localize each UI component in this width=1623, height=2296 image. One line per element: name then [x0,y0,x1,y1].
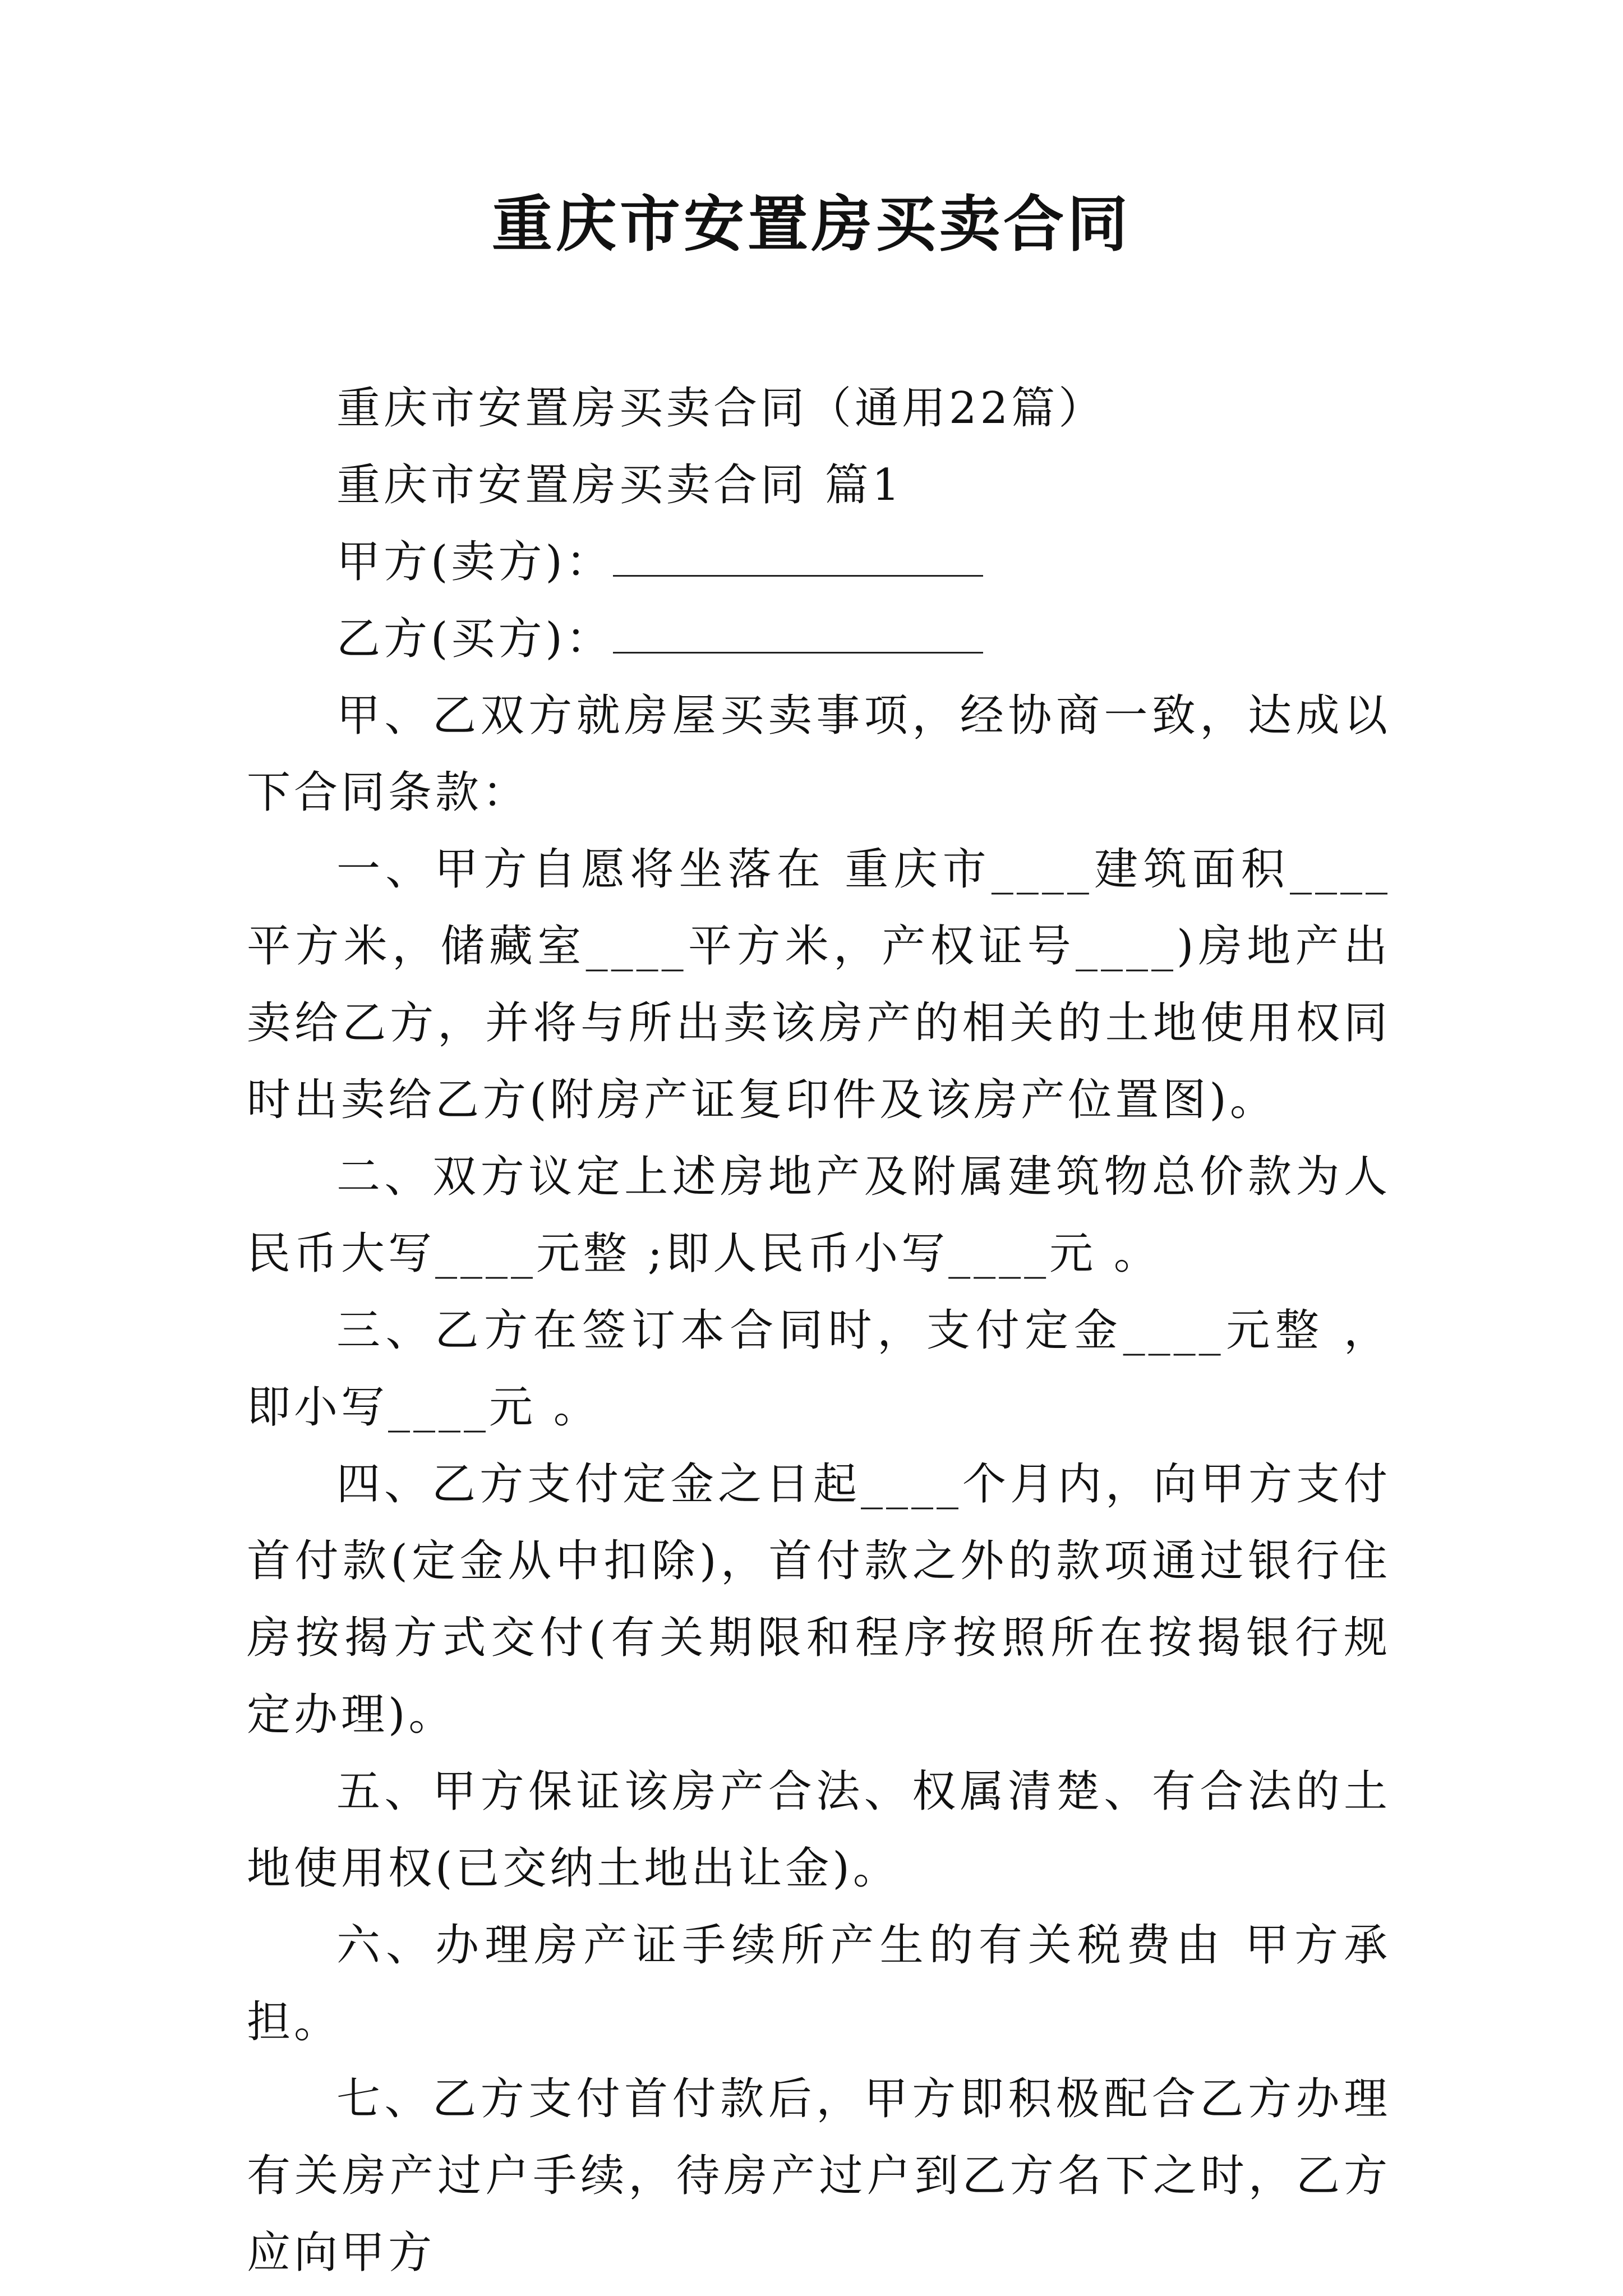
party-a-label: 甲方(卖方)： [336,537,613,587]
paragraph: 二、双方议定上述房地产及附属建筑物总价款为人民币大写____元整 ;即人民币小写____元 。 [247,1152,1391,1279]
section-heading: 重庆市安置房买卖合同 篇1 [336,460,903,510]
paragraph: 七、乙方支付首付款后，甲方即积极配合乙方办理有关房产过户手续，待房产过户到乙方名下之时，乙方应向甲方 [247,2074,1391,2278]
paragraph: 三、乙方在签订本合同时，支付定金____元整 ，即小写____元 。 [247,1305,1391,1433]
document-title: 重庆市安置房买卖合同 [491,189,1131,260]
paragraph: 甲、乙双方就房屋买卖事项，经协商一致，达成以下合同条款： [247,691,1391,818]
party-b-line [247,601,1391,678]
party-a-blank [613,541,983,577]
paragraph: 六、办理房产证手续所产生的有关税费由 甲方承担。 [247,1920,1391,2047]
paragraph: 四、乙方支付定金之日起____个月内，向甲方支付首付款(定金从中扣除)，首付款之外的款项通过银行住房按揭方式交付(有关期限和程序按照所在按揭银行规定办理)。 [247,1459,1391,1740]
party-b-blank [613,618,983,654]
party-b-label: 乙方(买方)： [336,614,613,664]
document-subtitle: 重庆市安置房买卖合同（通用22篇） [336,383,1106,434]
paragraph: 五、甲方保证该房产合法、权属清楚、有合法的土地使用权(已交纳土地出让金)。 [247,1766,1391,1894]
document-body [247,370,1391,2292]
paragraph: 一、甲方自愿将坐落在 重庆市____建筑面积____平方米，储藏室____平方米，产权证号____)房地产出卖给乙方，并将与所出卖该房产的相关的土地使用权同时出卖给乙方(附房产证复印件及该房产位置图)。 [247,844,1391,1125]
party-a-line [247,524,1391,601]
